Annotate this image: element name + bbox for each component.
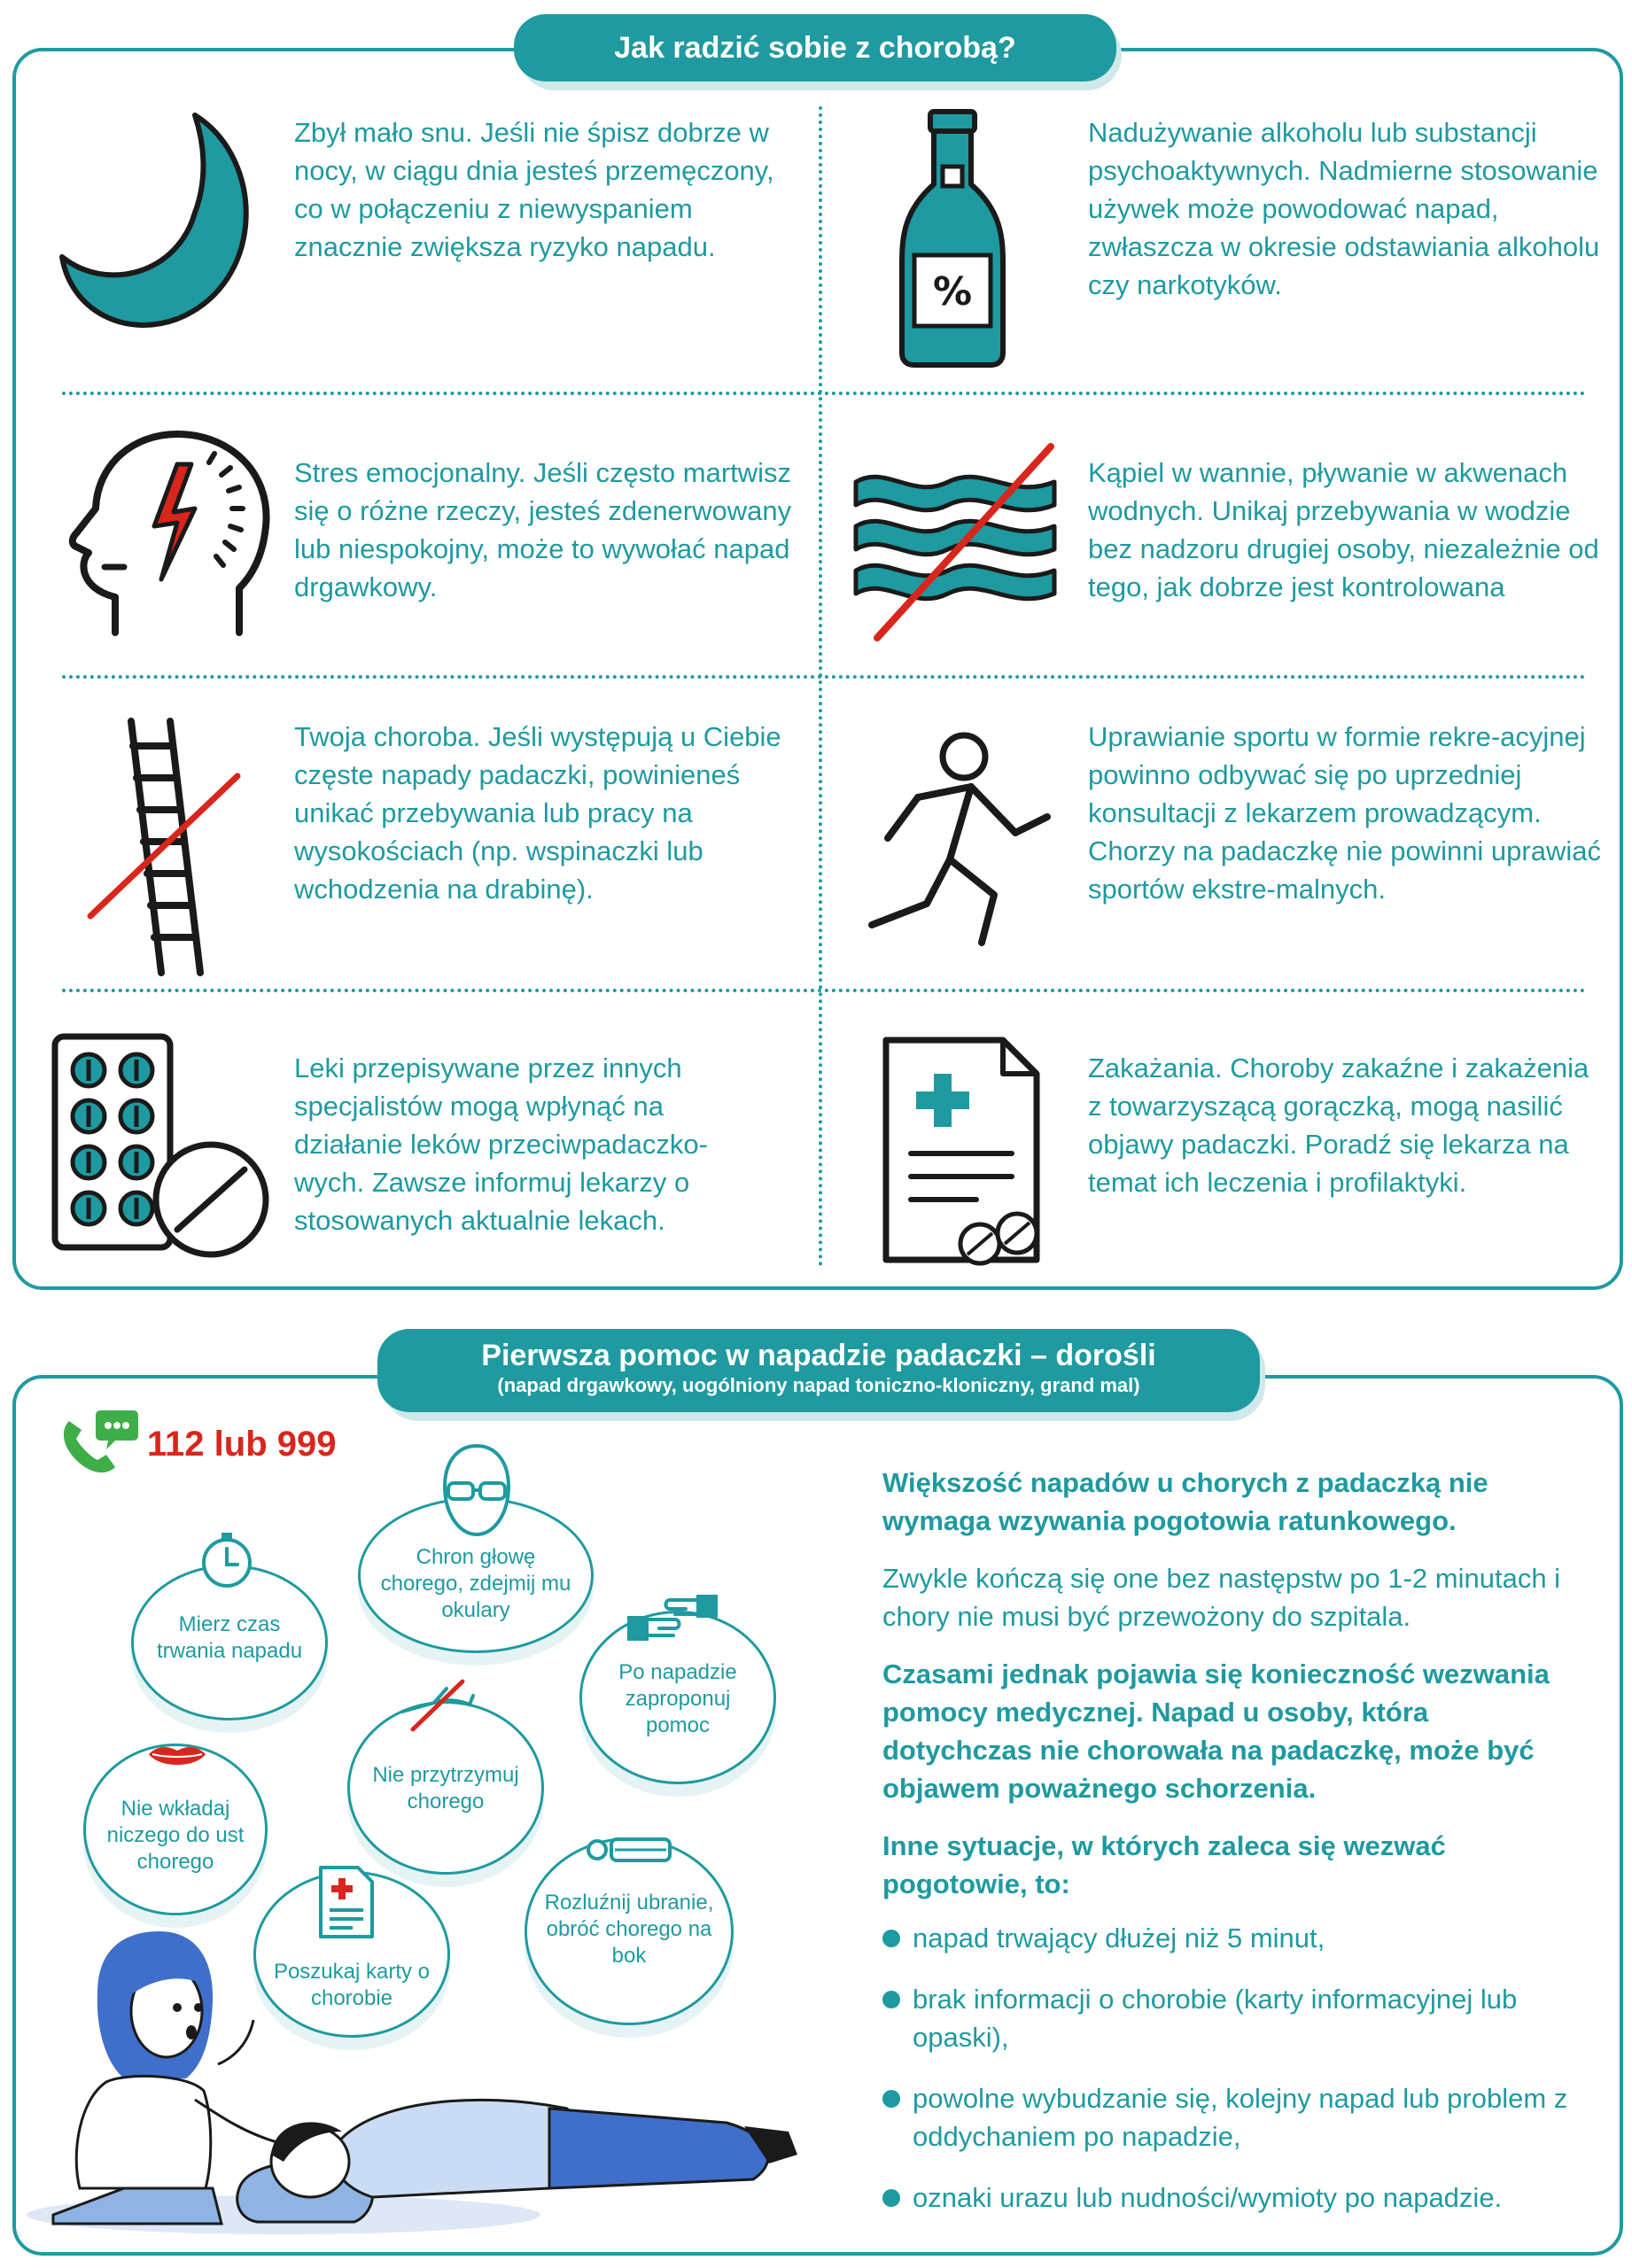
section1-title: Jak radzić sobie z chorobą? [514,14,1116,82]
tip-height-text: Twoja choroba. Jeśli występują u Ciebie częste napady padaczki, powinieneś unikać przebywania lub pracy na wysokościach (np. wspinaczki lub wchodzenia na drabinę). [294,721,781,905]
medical-document-icon [879,1033,1056,1272]
tip-sleep-text: Zbył mało snu. Jeśli nie śpisz dobrze w nocy, w ciągu dnia jesteś przemęczony, co w połączeniu z niewyspaniem znacznie zwiększa ryzyko napadu. [294,117,774,262]
lips-icon [145,1742,209,1772]
section2-title: Pierwsza pomoc w napadzie padaczki – dorośli [481,1339,1156,1372]
glasses-face-icon [434,1442,519,1540]
patient-shirt [334,2100,579,2197]
no-ladder-icon [85,716,245,978]
tip-sport-text: Uprawianie sportu w formie rekre-acyjnej powinno odbywać się po uprzedniej konsultacji z lekarzem prowadzącym. Chorzy na padaczkę nie powinni uprawiać sportów ekstre-malnych. [1088,721,1601,905]
pill-blister-icon [50,1031,271,1262]
helping-hands-icon [624,1591,721,1644]
tips-divider-2 [62,675,1586,679]
info-p3: Czasami jednak pojawia się konieczność wezwania pomocy medycznej. Napad u osoby, która dotychczas nie chorowała na padaczkę, może być objawem poważnego schorzenia. [882,1658,1550,1804]
helper-legs [53,2188,221,2224]
stressed-head-icon [62,429,275,641]
first-aid-info [882,1464,1574,2240]
running-person-icon [865,726,1060,948]
bottle-icon [895,105,1010,370]
tips-divider-1 [62,392,1586,395]
loosen-clothes-icon [585,1832,673,1868]
tip-meds-text: Leki przepisywane przez innych specjalistów mogą wpłynąć na działanie leków przeciwpadaczko-wych. Zawsze informuj lekarzy o stosowanych aktualnie lekach. [294,1052,708,1236]
bubble-timer-text: Mierz czas trwania napadu [156,1612,303,1663]
info-p4: Inne sytuacje, w których zaleca się wezwać pogotowie, to: [882,1830,1446,1899]
info-bullet-4: oznaki urazu lub nudności/wymioty po napadzie. [882,2179,1574,2217]
helper-body [76,2076,211,2188]
first-aid-illustration [18,1922,815,2241]
tip-alcohol-text: Nadużywanie alkoholu lub substancji psychoaktywnych. Nadmierne stosowanie używek może powodować napad, zwłaszcza w okresie odstawiania alkoholu czy narkotyków. [1088,117,1600,300]
info-bullet-1: napad trwający dłużej niż 5 minut, [882,1919,1574,1957]
stopwatch-icon [200,1531,253,1589]
phone-icon [57,1407,138,1478]
tip-water-text: Kąpiel w wannie, pływanie w akwenach wodnych. Unikaj przebywania w wodzie bez nadzoru drugiej osoby, niezależnie od tego, jak dobrze jest kontrolowana [1088,457,1599,602]
section2-header [377,1329,1260,1412]
no-water-icon [851,438,1063,650]
info-bullet-3: powolne wybudzanie się, kolejny napad lub problem z oddychaniem po napadzie, [882,2079,1574,2155]
tip-stress-text: Stres emocjonalny. Jeśli często martwisz się o różne rzeczy, jesteś zdenerwowany lub niespokojny, może to wywołać napad drgawkowy. [294,457,792,602]
tips-divider-vertical [819,106,822,1267]
svg-text:%: % [932,269,973,315]
patient-legs [549,2109,768,2188]
bubble-mouth-text: Nie wkładaj niczego do ust chorego [106,1797,245,1874]
tip-infection-text: Zakażania. Choroby zakaźne i zakażenia z towarzyszącą gorączką, mogą nasilić objawy padaczki. Poradź się lekarza na temat ich leczenia i profilaktyki. [1088,1052,1589,1198]
info-p1: Większość napadów u chorych z padaczką nie wymaga wzywania pogotowia ratunkowego. [882,1467,1488,1536]
tips-divider-3 [62,989,1586,992]
info-p2: Zwykle kończą się one bez następstw po 1-2 minutach i chory nie musi być przewożony do szpitala. [882,1563,1561,1632]
bubble-help-text: Po napadzie zaproponuj pomoc [618,1660,737,1737]
section2-subtitle: (napad drgawkowy, uogólniony napad toniczno-kloniczny, grand mal) [497,1374,1140,1396]
emergency-number: 112 lub 999 [147,1425,337,1464]
no-holding-icon [399,1676,478,1733]
moon-icon [44,106,275,337]
bubble-head-text: Chron głowę chorego, zdejmij mu okulary [380,1545,571,1622]
info-bullet-2: brak informacji o chorobie (karty informacyjnej lub opaski), [882,1980,1574,2056]
bubble-hold-text: Nie przytrzymuj chorego [372,1763,519,1814]
bubble-clothes-text: Rozluźnij ubranie, obróć chorego na bok [544,1891,714,1968]
bubble-card-text: Poszukaj karty o chorobie [273,1960,431,2010]
